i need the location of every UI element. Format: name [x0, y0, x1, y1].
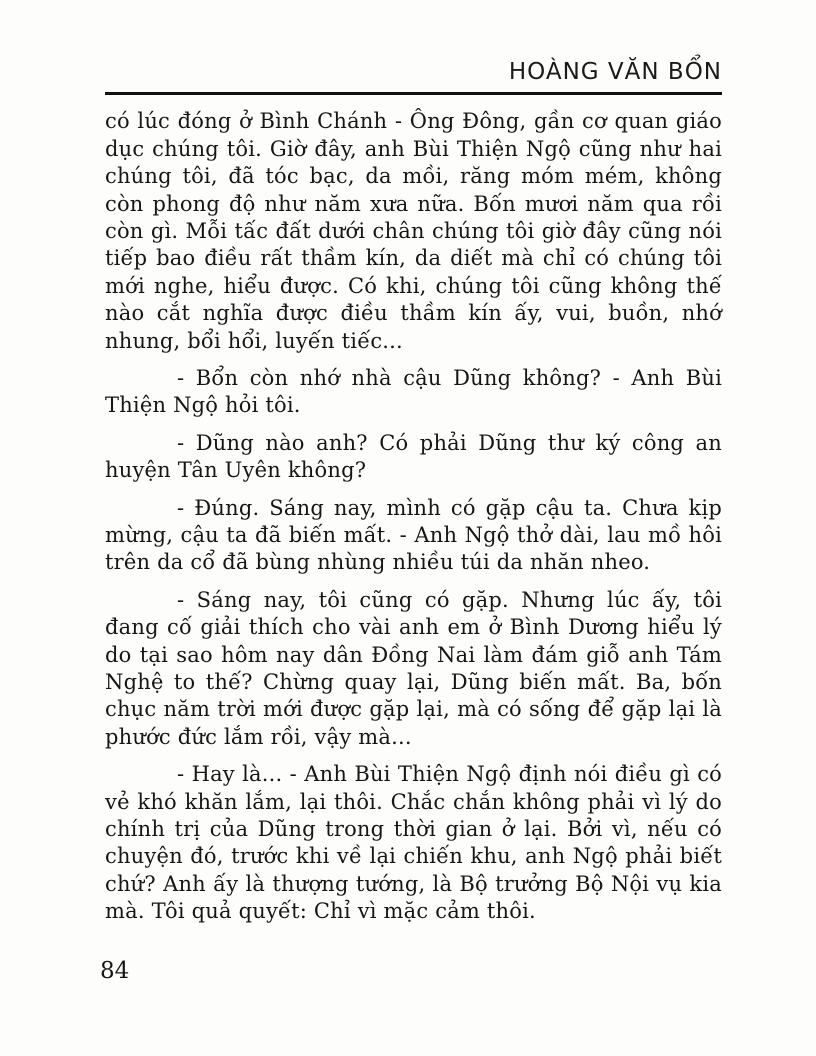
body-paragraph-dialogue: - Hay là... - Anh Bùi Thiện Ngộ định nói điều gì có vẻ khó khăn lắm, lại thôi. Chắc chắn không phải vì lý do chính trị của Dũng trong thời gian ở lại. Bởi vì, nếu có chuyện đó, trước khi về lại chiến khu, anh Ngộ phải biết chứ? Anh ấy là thượng tướng, là Bộ trưởng Bộ Nội vụ kia mà. Tôi quả quyết: Chỉ vì mặc cảm thôi.: [105, 762, 722, 924]
body-paragraph-dialogue: - Sáng nay, tôi cũng có gặp. Nhưng lúc ấy, tôi đang cố giải thích cho vài anh em ở Bình Dương hiểu lý do tại sao hôm nay dân Đồng Nai làm đám giỗ anh Tám Nghệ to thế? Chừng quay lại, Dũng biến mất. Ba, bốn chục năm trời mới được gặp lại, mà có sống để gặp lại là phước đức lắm rồi, vậy mà...: [105, 587, 722, 749]
body-paragraph-dialogue: - Dũng nào anh? Có phải Dũng thư ký công an huyện Tân Uyên không?: [105, 430, 722, 483]
page-number: 84: [100, 958, 130, 984]
body-paragraph-dialogue: - Bổn còn nhớ nhà cậu Dũng không? - Anh Bùi Thiện Ngộ hỏi tôi.: [105, 365, 722, 418]
body-paragraph: có lúc đóng ở Bình Chánh - Ông Đông, gần cơ quan giáo dục chúng tôi. Giờ đây, anh Bùi Thiện Ngộ cũng như hai chúng tôi, đã tóc bạc, da mồi, răng móm mém, không còn phong độ như năm xưa nữa. Bốn mươi năm qua rồi còn gì. Mỗi tấc đất dưới chân chúng tôi giờ đây cũng nói tiếp bao điều rất thầm kín, da diết mà chỉ có chúng tôi mới nghe, hiểu được. Có khi, chúng tôi cũng không thế nào cắt nghĩa được điều thầm kín ấy, vui, buồn, nhớ nhung, bổi hổi, luyến tiếc...: [105, 109, 722, 353]
header-rule-divider: [105, 92, 722, 95]
page-body: [105, 108, 722, 925]
body-paragraph-dialogue: - Đúng. Sáng nay, mình có gặp cậu ta. Chưa kịp mừng, cậu ta đã biến mất. - Anh Ngộ thở dài, lau mồ hôi trên da cổ đã bùng nhùng nhiều túi da nhăn nheo.: [105, 495, 722, 575]
running-header-author: HOÀNG VĂN BỔN: [508, 59, 722, 85]
